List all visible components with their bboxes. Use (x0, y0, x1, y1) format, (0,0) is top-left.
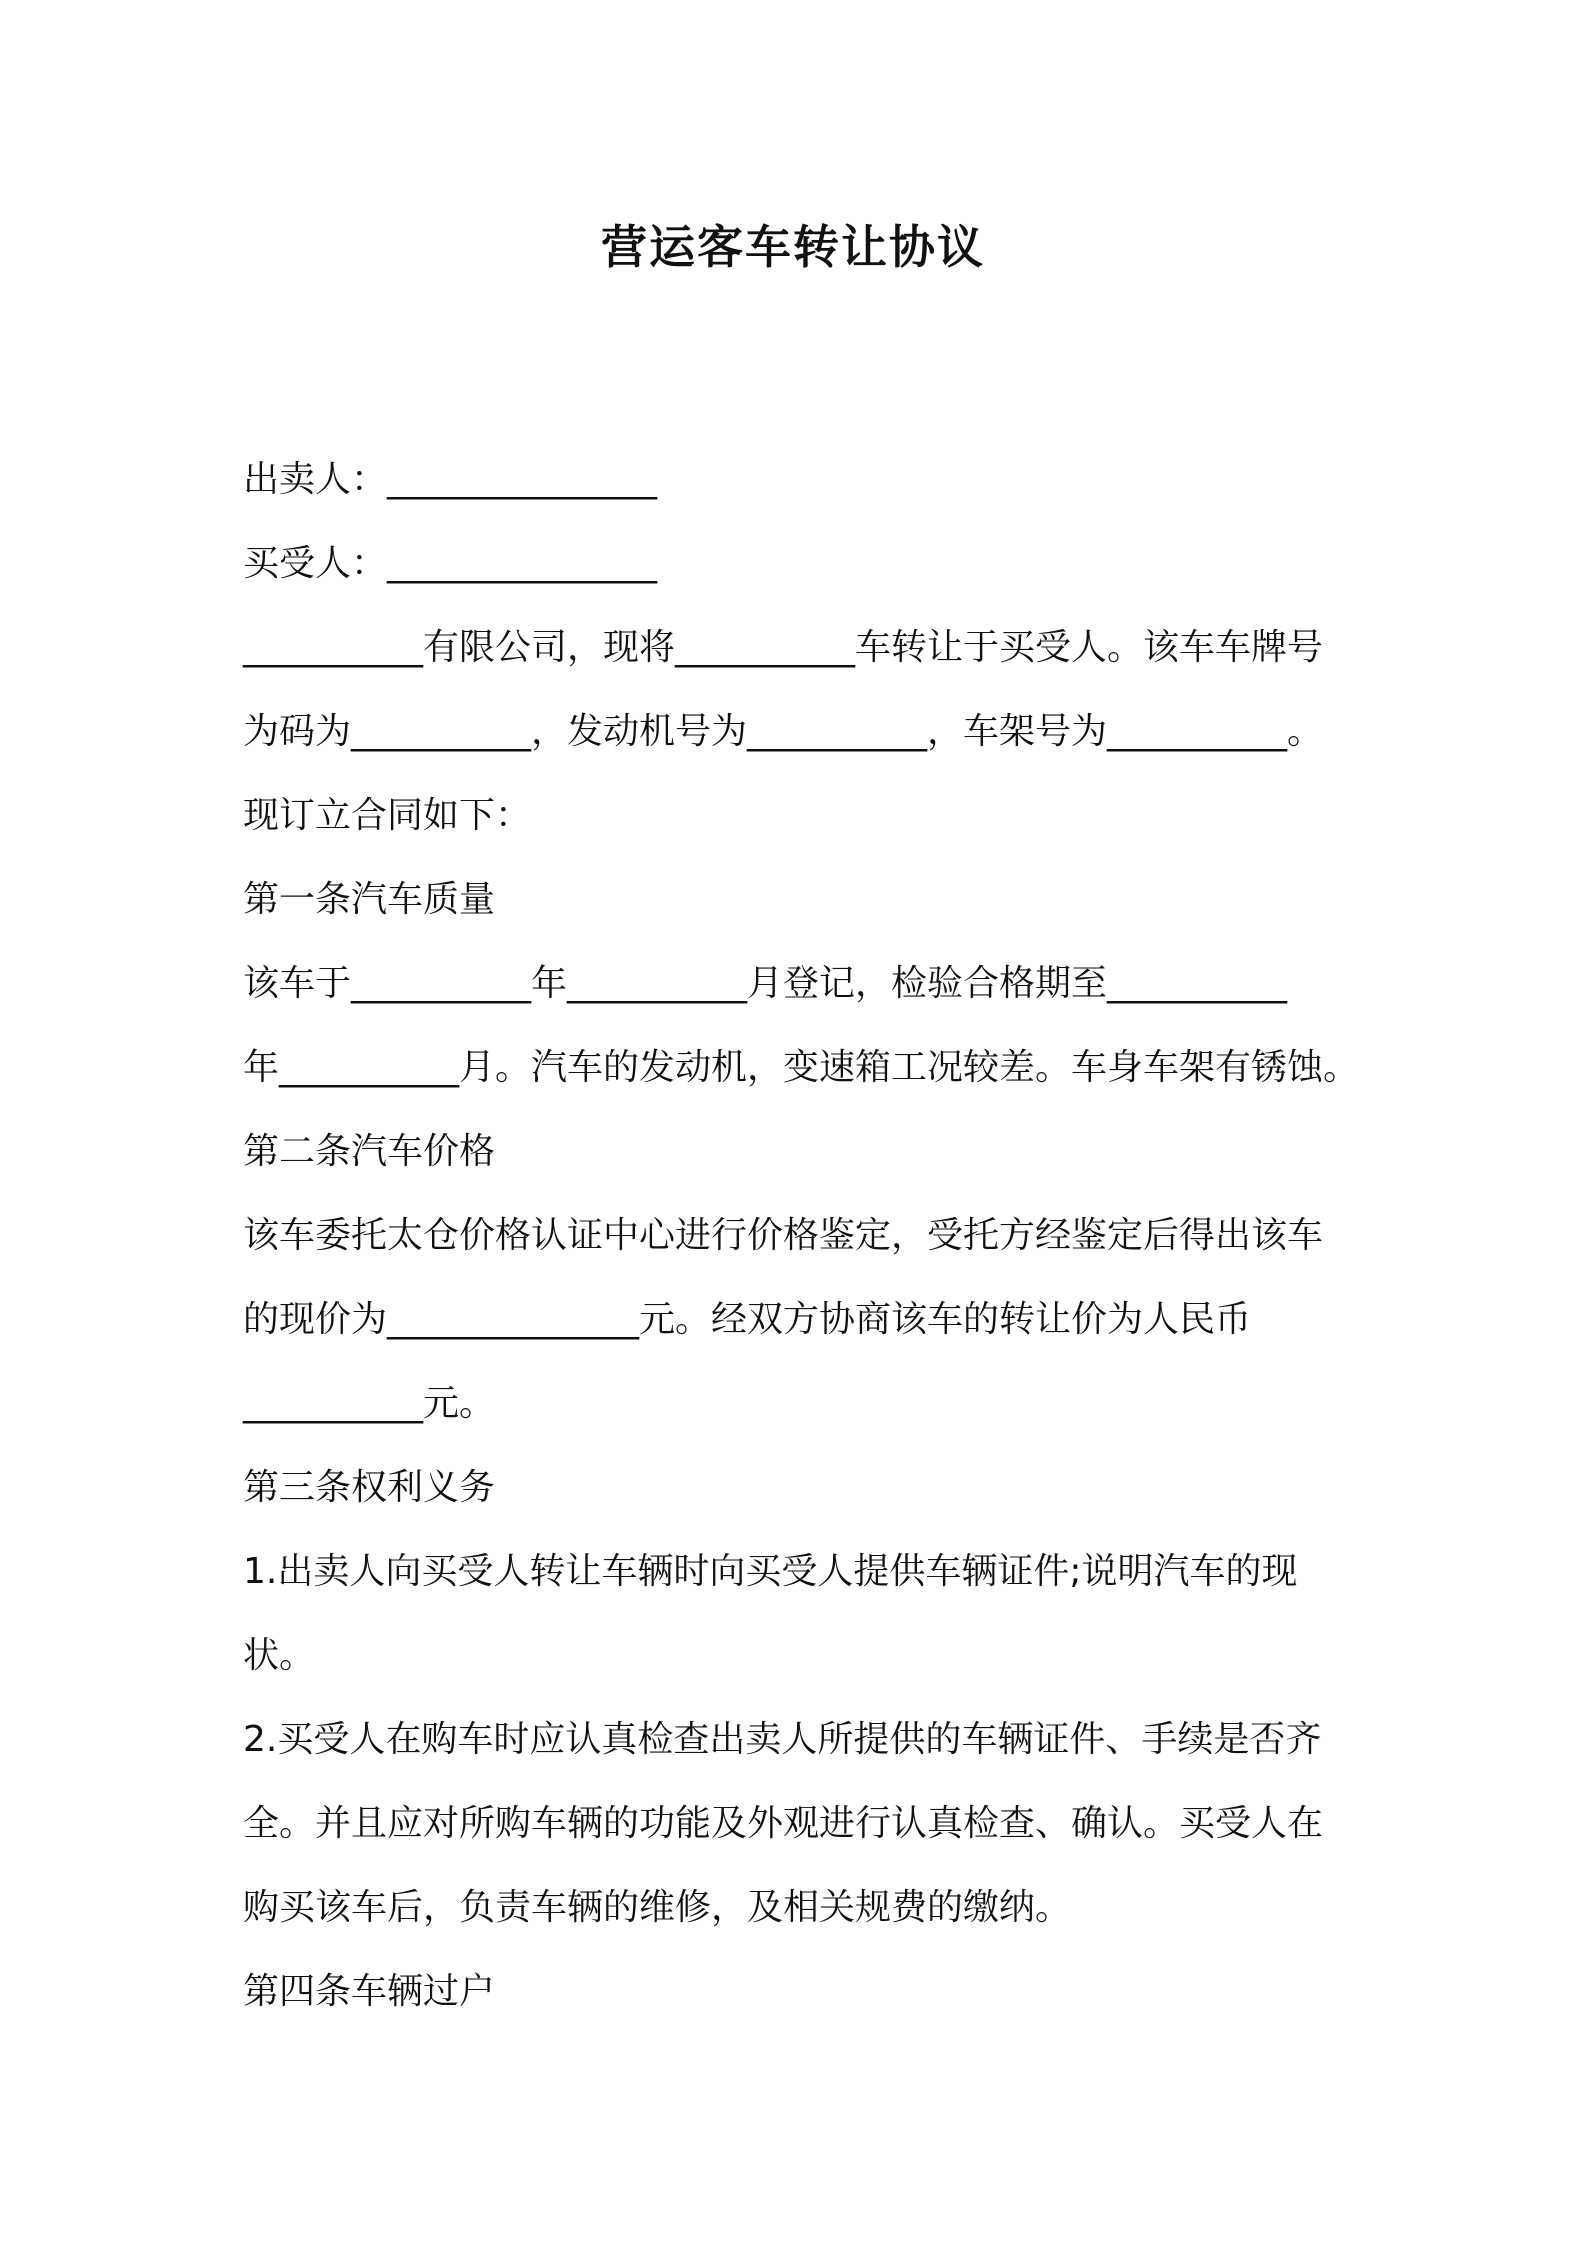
paragraph-line: 2.买受人在购车时应认真检查出卖人所提供的车辆证件、手续是否齐 (243, 1719, 1322, 1760)
paragraph-line: 状。 (243, 1635, 316, 1676)
paragraph-line: 的现价为______________元。经双方协商该车的转让价为人民币 (243, 1299, 1252, 1340)
paragraph-line: 该车于__________年__________月登记，检验合格期至__________ (243, 963, 1288, 1004)
paragraph-line: __________有限公司，现将__________车转让于买受人。该车车牌号 (243, 627, 1324, 668)
section-heading-transfer: 第四条车辆过户 (243, 1971, 496, 2012)
section-heading-quality: 第一条汽车质量 (243, 879, 496, 920)
paragraph-line: 1.出卖人向买受人转让车辆时向买受人提供车辆证件;说明汽车的现 (243, 1551, 1298, 1592)
paragraph-line: 现订立合同如下： (243, 795, 532, 836)
paragraph-line: __________元。 (243, 1383, 496, 1424)
paragraph-line: 为码为__________，发动机号为__________，车架号为__________。 (243, 711, 1324, 752)
paragraph-line: 购买该车后，负责车辆的维修，及相关规费的缴纳。 (243, 1887, 1072, 1928)
paragraph-line: 该车委托太仓价格认证中心进行价格鉴定，受托方经鉴定后得出该车 (243, 1215, 1324, 1256)
seller-line: 出卖人：_______________ (243, 459, 658, 500)
paragraph-line: 年__________月。汽车的发动机，变速箱工况较差。车身车架有锈蚀。 (243, 1047, 1360, 1088)
buyer-line: 买受人：_______________ (243, 543, 658, 584)
section-heading-price: 第二条汽车价格 (243, 1131, 496, 1172)
section-heading-rights: 第三条权利义务 (243, 1467, 496, 1508)
document-title: 营运客车转让协议 (601, 220, 985, 274)
paragraph-line: 全。并且应对所购车辆的功能及外观进行认真检查、确认。买受人在 (243, 1803, 1324, 1844)
